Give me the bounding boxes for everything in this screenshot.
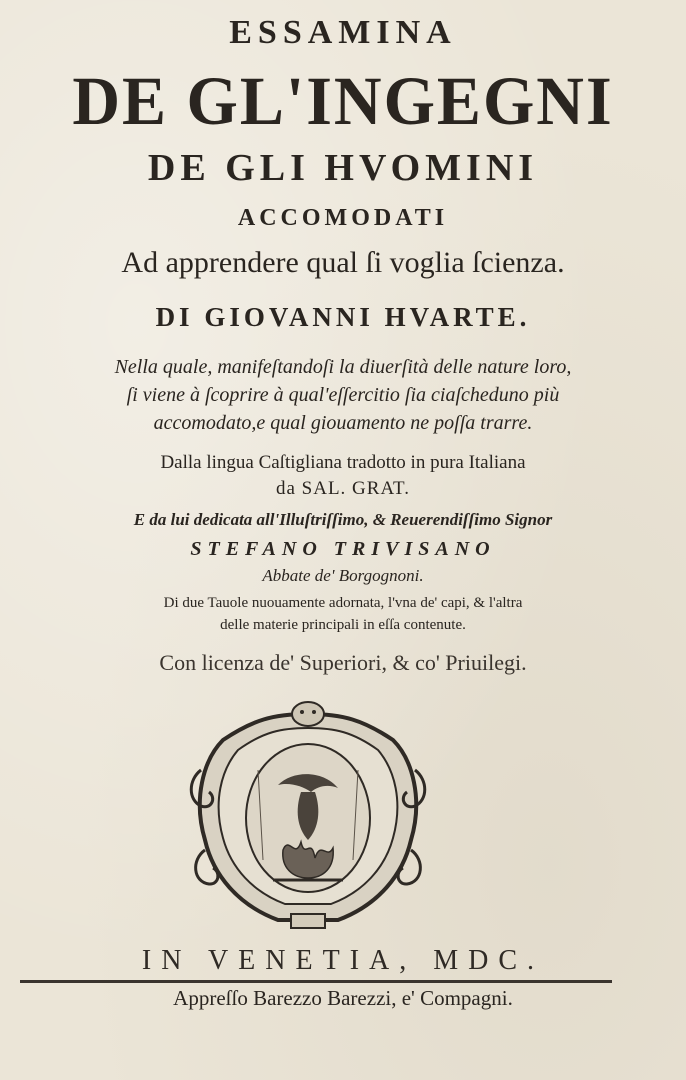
publisher-line: Appreſſo Barezzo Barezzi, e' Compagni. bbox=[173, 986, 513, 1010]
license-line: Con licenza de' Superiori, & co' Priuilegi. bbox=[159, 650, 527, 675]
description-line-2: ſi viene à ſcoprire à qual'eſſercitio ſia ciaſcheduno più bbox=[126, 384, 560, 406]
subtitle-line: Ad apprendere qual ſi voglia ſcienza. bbox=[121, 246, 565, 279]
imprint-rule bbox=[20, 980, 612, 983]
dedicatee-title: Abbate de' Borgognoni. bbox=[262, 566, 424, 585]
printer-device-emblem bbox=[183, 700, 433, 935]
description-line-1: Nella quale, manifeſtandoſi la diuerſità delle nature loro, bbox=[114, 356, 572, 378]
dedicatee-name: STEFANO TRIVISANO bbox=[190, 538, 496, 560]
tables-line-2: delle materie principali in eſſa contenute. bbox=[220, 617, 466, 633]
tables-line-1: Di due Tauole nuouamente adornata, l'vna de' capi, & l'altra bbox=[163, 595, 523, 611]
title-line-huomini: DE GLI HVOMINI bbox=[147, 147, 539, 189]
imprint-line: IN VENETIA, MDC. bbox=[141, 945, 545, 976]
author-line: DI GIOVANNI HVARTE. bbox=[155, 302, 531, 332]
description-line-3: accomodato,e qual giouamento ne poſſa trarre. bbox=[153, 412, 533, 434]
translator-line: da SAL. GRAT. bbox=[275, 478, 411, 499]
title-line-ingegni: DE GL'INGEGNI bbox=[72, 63, 614, 140]
dedication-line: E da lui dedicata all'Illuſtriſſimo, & Reuerendiſſimo Signor bbox=[133, 510, 553, 529]
translation-line: Dalla lingua Caſtigliana tradotto in pura Italiana bbox=[160, 452, 526, 473]
title-line-essamina: ESSAMINA bbox=[229, 14, 457, 51]
title-line-accomodati: ACCOMODATI bbox=[237, 205, 449, 231]
